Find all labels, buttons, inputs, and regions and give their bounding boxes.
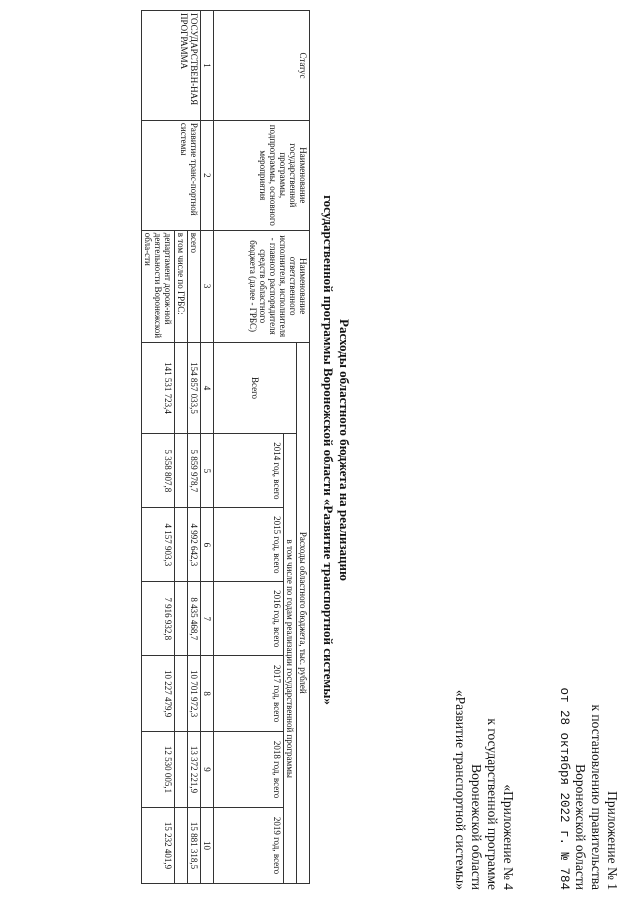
col-number: 9 [201,732,214,808]
rotated-page [20,10,620,890]
appendix4-line1: «Приложение № 4 [501,784,516,890]
document-title [320,10,352,890]
row-value: 5 358 807,8 [142,434,175,508]
col-number: 6 [201,508,214,582]
row-exec: всего [188,230,201,342]
appendix1-line3: Воронежской области [573,764,588,890]
th-status: Статус [214,11,310,121]
appendix1-line1: Приложение № 1 [605,791,620,890]
th-year: 2018 год, всего [214,732,284,808]
row-value: 10 701 972,3 [188,656,201,732]
th-year: 2019 год, всего [214,808,284,884]
table-row [188,11,201,884]
row-status: ГОСУДАРСТВЕН-НАЯ ПРОГРАММА [142,11,201,121]
appendix1-line2: к постановлению правительства [589,704,604,890]
row-value [175,508,188,582]
row-value [175,434,188,508]
row-value [175,582,188,656]
row-total: 154 857 033,5 [188,342,201,434]
row-name: Развитие транс-портной системы [142,120,201,230]
col-number: 5 [201,434,214,508]
appendix4-line3: Воронежской области [469,764,484,890]
row-exec: департамент дорож-ной деятельности Воронежской обла-сти [142,230,175,342]
header-row-1 [297,11,310,884]
th-year: 2014 год, всего [214,434,284,508]
th-year: 2015 год, всего [214,508,284,582]
row-value: 10 227 479,9 [142,656,175,732]
row-total: 141 531 723,4 [142,342,175,434]
row-value: 4 157 903,3 [142,508,175,582]
appendix4-line4: «Развитие транспортной системы» [453,689,468,890]
title-line1: Расходы областного бюджета на реализацию [337,319,352,581]
th-exec: Наименование ответственного исполнителя, исполнителя - главного распорядителя средств областного бюджета (далее - ГРБС) [214,230,310,342]
row-value: 15 881 318,5 [188,808,201,884]
th-name: Наименование государственной программы, подпрограммы, основного мероприятия [214,120,310,230]
expenses-table [141,10,310,884]
col-number: 7 [201,582,214,656]
row-value [175,732,188,808]
col-number: 8 [201,656,214,732]
row-value: 8 435 468,7 [188,582,201,656]
appendix4-block [452,530,516,890]
col-number: 1 [201,11,214,121]
th-year: 2016 год, всего [214,582,284,656]
row-value: 13 372 221,9 [188,732,201,808]
row-value: 7 916 932,8 [142,582,175,656]
row-value: 15 232 401,9 [142,808,175,884]
row-value [175,808,188,884]
col-number: 4 [201,342,214,434]
appendix1-block [556,530,620,890]
th-incl: в том числе по годам реализации государственной программы [284,434,297,884]
title-line2: государственной программы Воронежской области «Развитие транспортной системы» [321,195,336,705]
row-value: 4 992 642,3 [188,508,201,582]
row-value: 5 859 978,7 [188,434,201,508]
th-year: 2017 год, всего [214,656,284,732]
row-value [175,656,188,732]
col-number: 10 [201,808,214,884]
row-total [175,342,188,434]
appendix1-line4: от 28 октября 2022 г. № 784 [557,687,571,890]
th-budget: Расходы областного бюджета, тыс. рублей [297,342,310,883]
column-numbers-row [201,11,214,884]
th-total: Всего [214,342,297,434]
row-exec: в том числе по ГРБС: [175,230,188,342]
appendix4-line2: к государственной программе [485,718,500,890]
col-number: 2 [201,120,214,230]
col-number: 3 [201,230,214,342]
row-value: 12 530 005,1 [142,732,175,808]
